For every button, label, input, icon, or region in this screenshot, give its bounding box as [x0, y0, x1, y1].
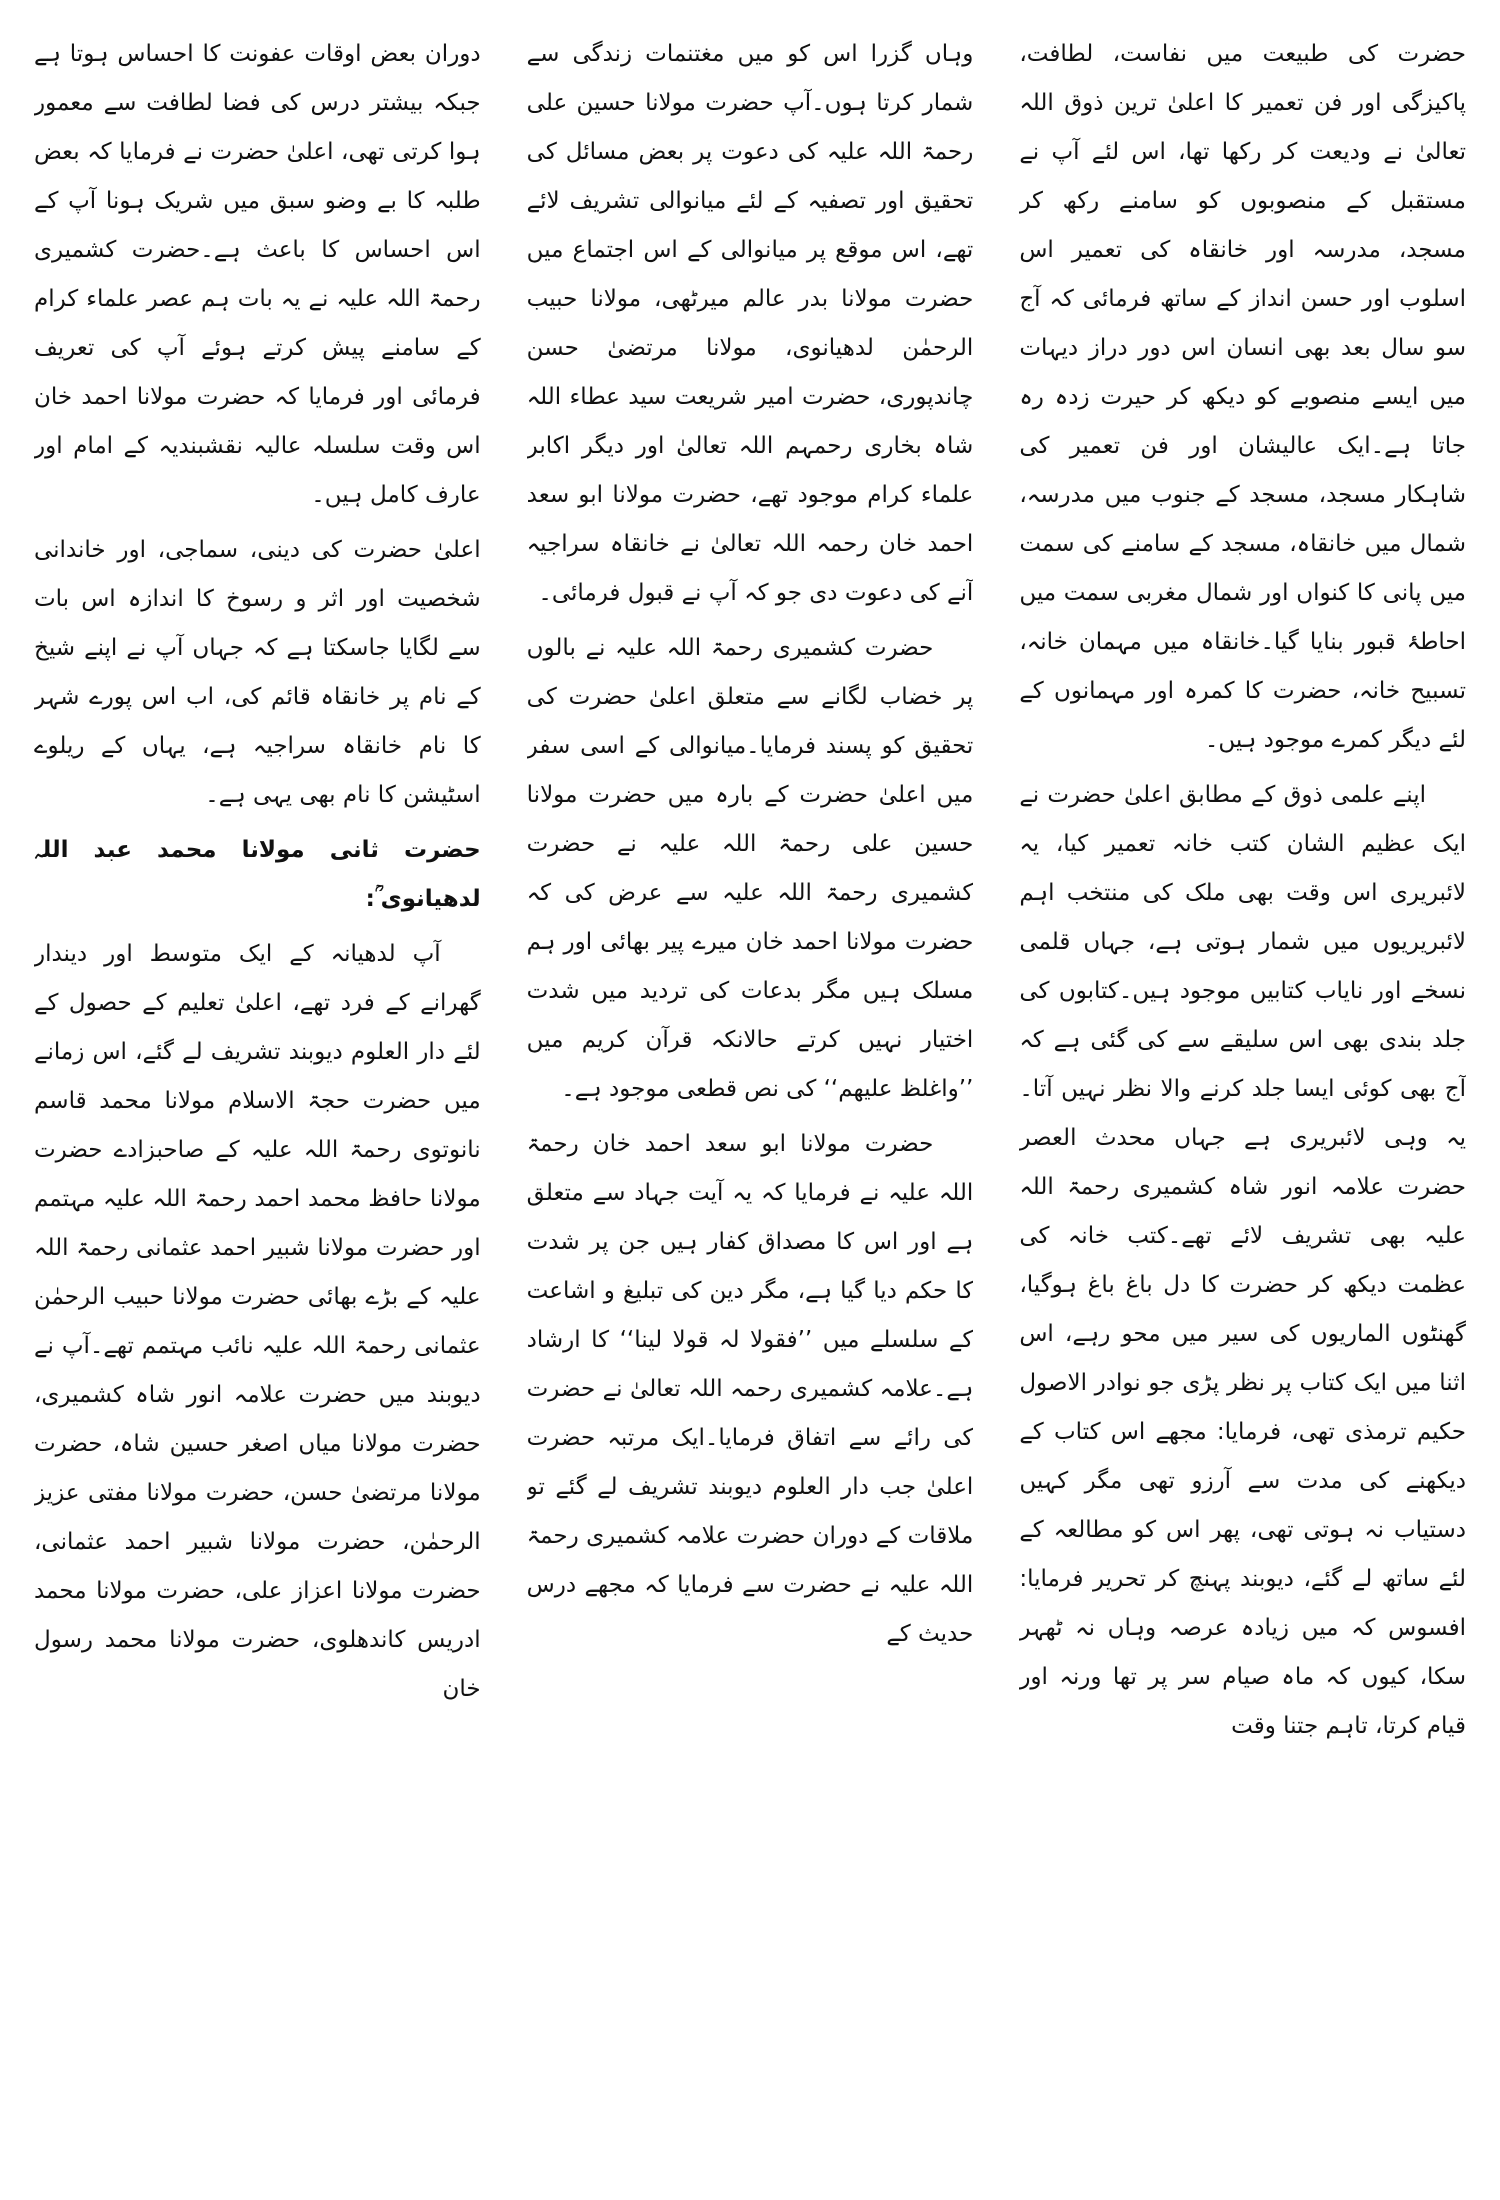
text-column-middle — [527, 30, 974, 2180]
paragraph: حضرت کشمیری رحمۃ اللہ علیہ نے بالوں پر خضاب لگانے سے متعلق اعلیٰ حضرت کی تحقیق کو پسند فرمایا۔میانوالی کے اسی سفر میں اعلیٰ حضرت کے بارہ میں حضرت مولانا حسین علی رحمۃ اللہ علیہ نے حضرت کشمیری رحمۃ اللہ علیہ سے عرض کی کہ حضرت مولانا احمد خان میرے پیر بھائی اور ہم مسلک ہیں مگر بدعات کی تردید میں شدت اختیار نہیں کرتے حالانکہ قرآن کریم میں ’’واغلظ علیھم‘‘ کی نص قطعی موجود ہے۔ — [526, 635, 974, 1102]
paragraph: دوران بعض اوقات عفونت کا احساس ہوتا ہے جبکہ بیشتر درس کی فضا لطافت سے معمور ہوا کرتی تھی، اعلیٰ حضرت نے فرمایا کہ بعض طلبہ کا بے وضو سبق میں شریک ہونا آپ کے اس احساس کا باعث ہے۔حضرت کشمیری رحمۃ اللہ علیہ نے یہ بات ہم عصر علماء کرام کے سامنے پیش کرتے ہوئے آپ کی تعریف فرمائی اور فرمایا کہ حضرت مولانا احمد خان اس وقت سلسلہ عالیہ نقشبندیہ کے امام اور عارف کامل ہیں۔ — [33, 41, 481, 508]
paragraph: اعلیٰ حضرت کی دینی، سماجی، اور خاندانی شخصیت اور اثر و رسوخ کا اندازہ اس بات سے لگایا جاسکتا ہے کہ جہاں آپ نے اپنے شیخ کے نام پر خانقاہ قائم کی، اب اس پورے شہر کا نام خانقاہ سراجیہ ہے، یہاں کے ریلوے اسٹیشن کا نام بھی یہی ہے۔ — [33, 537, 481, 808]
paragraph: حضرت کی طبیعت میں نفاست، لطافت، پاکیزگی اور فن تعمیر کا اعلیٰ ترین ذوق اللہ تعالیٰ نے ودیعت کر رکھا تھا، اس لئے آپ نے مستقبل کے منصوبوں کو سامنے رکھ کر مسجد، مدرسہ اور خانقاہ کی تعمیر اس اسلوب اور حسن انداز کے ساتھ فرمائی کہ آج سو سال بعد بھی انسان اس دور دراز دیہات میں ایسے منصوبے کو دیکھ کر حیرت زدہ رہ جاتا ہے۔ایک عالیشان اور فن تعمیر کی شاہکار مسجد، مسجد کے جنوب میں مدرسہ، شمال میں خانقاہ، مسجد کے سامنے کی سمت میں پانی کا کنواں اور شمال مغربی سمت میں احاطۂ قبور بنایا گیا۔خانقاہ میں مہمان خانہ، تسبیح خانہ، حضرت کا کمرہ اور مہمانوں کے لئے دیگر کمرے موجود ہیں۔ — [1019, 41, 1466, 753]
paragraph: اپنے علمی ذوق کے مطابق اعلیٰ حضرت نے ایک عظیم الشان کتب خانہ تعمیر کیا، یہ لائبریری اس وقت بھی ملک کی منتخب اہم لائبریریوں میں شمار ہوتی ہے، جہاں قلمی نسخے اور نایاب کتابیں موجود ہیں۔کتابوں کی جلد بندی بھی اس سلیقے سے کی گئی ہے کہ آج بھی کوئی ایسا جلد کرنے والا نظر نہیں آتا۔یہ وہی لائبریری ہے جہاں محدث العصر حضرت علامہ انور شاہ کشمیری رحمۃ اللہ علیہ بھی تشریف لائے تھے۔کتب خانہ کی عظمت دیکھ کر حضرت کا دل باغ باغ ہوگیا، گھنٹوں الماریوں کی سیر میں محو رہے، اس اثنا میں ایک کتاب پر نظر پڑی جو نوادر الاصول حکیم ترمذی تھی، فرمایا: مجھے اس کتاب کے دیکھنے کی مدت سے آرزو تھی مگر کہیں دستیاب نہ ہوتی تھی، پھر اس کو مطالعہ کے لئے ساتھ لے گئے، دیوبند پہنچ کر تحریر فرمایا: افسوس کہ میں زیادہ عرصہ وہاں نہ ٹھہر سکا، کیوں کہ ماہ صیام سر پر تھا ورنہ اور قیام کرتا، تاہم جتنا وقت — [1019, 782, 1466, 1739]
text-column-right — [1019, 30, 1466, 2180]
text-column-left — [34, 30, 481, 2180]
paragraph: حضرت مولانا ابو سعد احمد خان رحمۃ اللہ علیہ نے فرمایا کہ یہ آیت جہاد سے متعلق ہے اور اس کا مصداق کفار ہیں جن پر شدت کا حکم دیا گیا ہے، مگر دین کی تبلیغ و اشاعت کے سلسلے میں ’’فقولا لہ قولا لینا‘‘ کا ارشاد ہے۔علامہ کشمیری رحمہ اللہ تعالیٰ نے حضرت کی رائے سے اتفاق فرمایا۔ایک مرتبہ حضرت اعلیٰ جب دار العلوم دیوبند تشریف لے گئے تو ملاقات کے دوران حضرت علامہ کشمیری رحمۃ اللہ علیہ نے حضرت سے فرمایا کہ مجھے درس حدیث کے — [526, 1131, 974, 1647]
paragraph: وہاں گزرا اس کو میں مغتنمات زندگی سے شمار کرتا ہوں۔آپ حضرت مولانا حسین علی رحمۃ اللہ علیہ کی دعوت پر بعض مسائل کی تحقیق اور تصفیہ کے لئے میانوالی تشریف لائے تھے، اس موقع پر میانوالی کے اس اجتماع میں حضرت مولانا بدر عالم میرٹھی، مولانا حبیب الرحمٰن لدھیانوی، مولانا مرتضیٰ حسن چاندپوری، حضرت امیر شریعت سید عطاء اللہ شاہ بخاری رحمہم اللہ تعالیٰ اور دیگر اکابر علماء کرام موجود تھے، حضرت مولانا ابو سعد احمد خان رحمہ اللہ تعالیٰ نے خانقاہ سراجیہ آنے کی دعوت دی جو کہ آپ نے قبول فرمائی۔ — [526, 41, 974, 606]
section-heading: حضرت ثانی مولانا محمد عبد اللہ لدھیانوی ؒ: — [33, 837, 481, 912]
paragraph: آپ لدھیانہ کے ایک متوسط اور دیندار گھرانے کے فرد تھے، اعلیٰ تعلیم کے حصول کے لئے دار العلوم دیوبند تشریف لے گئے، اس زمانے میں حضرت حجۃ الاسلام مولانا محمد قاسم نانوتوی رحمۃ اللہ علیہ کے صاحبزادے حضرت مولانا حافظ محمد احمد رحمۃ اللہ علیہ مہتمم اور حضرت مولانا شبیر احمد عثمانی رحمۃ اللہ علیہ کے بڑے بھائی حضرت مولانا حبیب الرحمٰن عثمانی رحمۃ اللہ علیہ نائب مہتمم تھے۔آپ نے دیوبند میں حضرت علامہ انور شاہ کشمیری، حضرت مولانا میاں اصغر حسین شاہ، حضرت مولانا مرتضیٰ حسن، حضرت مولانا مفتی عزیز الرحمٰن، حضرت مولانا شبیر احمد عثمانی، حضرت مولانا اعزاز علی، حضرت مولانا محمد ادریس کاندھلوی، حضرت مولانا محمد رسول خان — [33, 941, 481, 1702]
